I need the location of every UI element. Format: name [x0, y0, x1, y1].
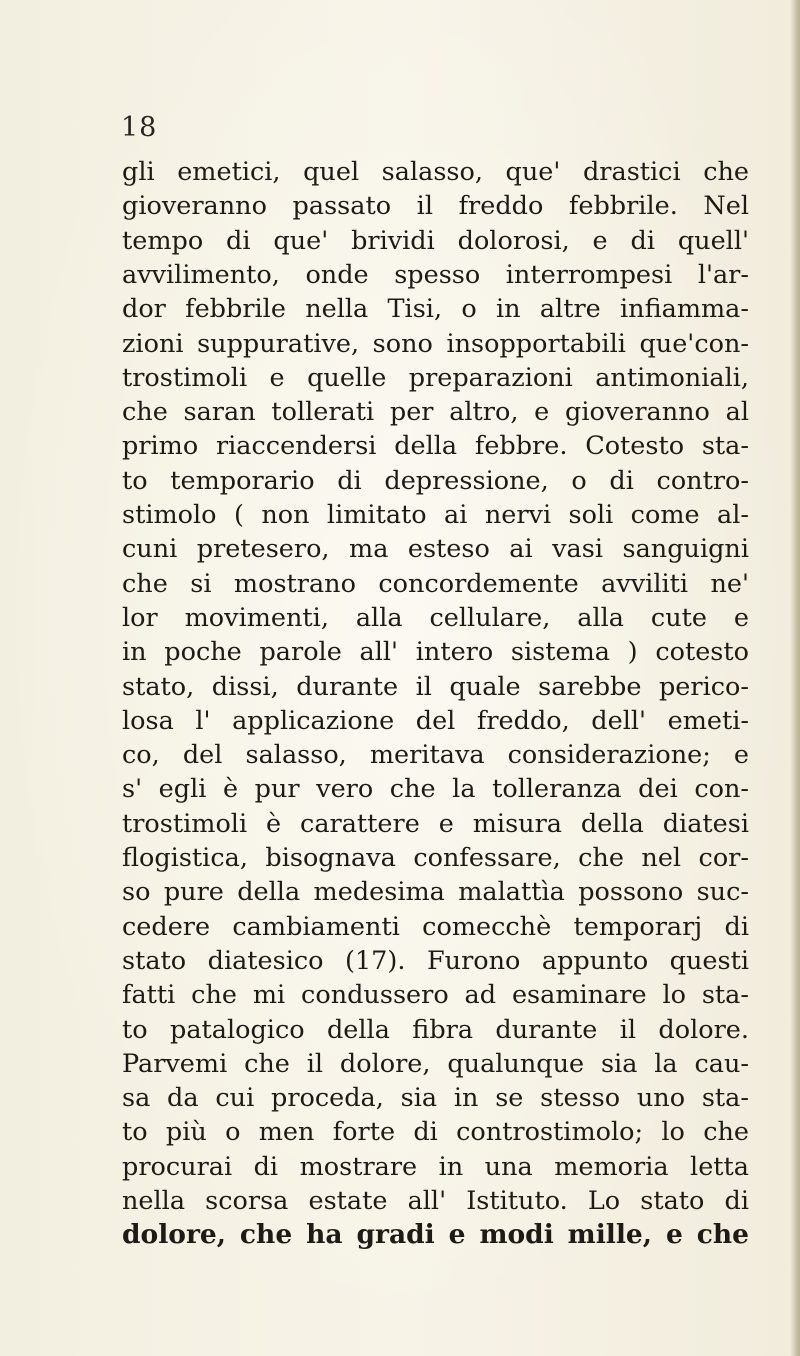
text-line: stato, dissi, durante il quale sarebbe perico- — [122, 671, 749, 702]
text-line: in poche parole all' intero sistema ) cotesto — [122, 637, 749, 668]
text-line: Parvemi che il dolore, qualunque sia la cau- — [122, 1048, 749, 1079]
text-line: cedere cambiamenti comecchè temporarj di — [122, 911, 749, 942]
text-line: avvilimento, onde spesso interrompesi l'ar- — [122, 259, 749, 290]
text-line: to temporario di depressione, o di contro- — [122, 465, 749, 496]
text-line: to più o men forte di controstimolo; lo che — [122, 1117, 749, 1148]
text-line: to patalogico della fibra durante il dolore. — [122, 1014, 749, 1045]
text-line: s' egli è pur vero che la tolleranza dei con- — [122, 774, 749, 805]
text-line: lor movimenti, alla cellulare, alla cute e — [122, 602, 749, 633]
text-line: tempo di que' brividi dolorosi, e di quell' — [122, 225, 749, 256]
text-line: losa l' applicazione del freddo, dell' emeti- — [122, 705, 749, 736]
page-number: 18 — [121, 112, 158, 143]
text-line: dor febbrile nella Tisi, o in altre infiamma- — [122, 294, 749, 325]
text-line: gioveranno passato il freddo febbrile. Nel — [122, 191, 749, 222]
text-line: che saran tollerati per altro, e gioveranno al — [122, 397, 749, 428]
text-line: so pure della medesima malattìa possono suc- — [122, 877, 749, 908]
text-line: flogistica, bisognava confessare, che nel cor- — [122, 843, 749, 873]
page-edge-shadow — [790, 0, 800, 1356]
text-line: trostimoli è carattere e misura della diatesi — [122, 808, 749, 839]
text-line: dolore, che ha gradi e modi mille, e che — [122, 1219, 749, 1251]
text-line: gli emetici, quel salasso, que' drastici che — [122, 157, 749, 187]
text-line: zioni suppurative, sono insopportabili que'con- — [122, 328, 749, 359]
text-line: primo riaccendersi della febbre. Cotesto sta- — [122, 431, 749, 462]
text-line: cuni pretesero, ma esteso ai vasi sanguigni — [122, 534, 749, 565]
text-line: co, del salasso, meritava considerazione; e — [122, 740, 749, 771]
text-line: stato diatesico (17). Furono appunto questi — [122, 945, 749, 976]
text-line: che si mostrano concordemente avviliti ne' — [122, 568, 749, 599]
text-line: procurai di mostrare in una memoria letta — [122, 1151, 749, 1182]
text-line: fatti che mi condussero ad esaminare lo sta- — [122, 980, 749, 1011]
text-line: stimolo ( non limitato ai nervi soli come al- — [122, 500, 749, 530]
text-line: trostimoli e quelle preparazioni antimoniali, — [122, 362, 749, 393]
text-line: nella scorsa estate all' Istituto. Lo stato di — [122, 1186, 749, 1216]
text-line: sa da cui proceda, sia in se stesso uno sta- — [122, 1083, 749, 1114]
